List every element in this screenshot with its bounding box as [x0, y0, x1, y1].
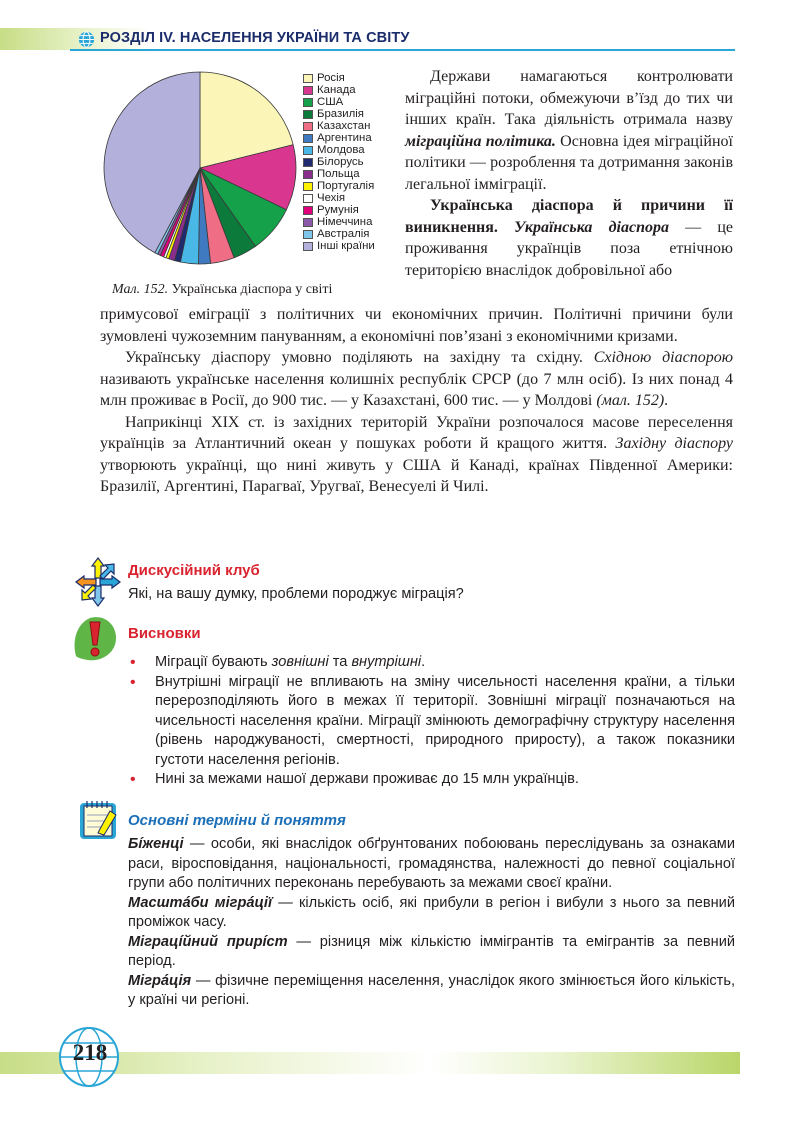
legend-label: Австралія [317, 228, 370, 240]
legend-label: Чехія [317, 192, 346, 204]
legend-item [303, 228, 375, 240]
section-title: РОЗДІЛ IV. НАСЕЛЕННЯ УКРАЇНИ ТА СВІТУ [100, 30, 410, 46]
legend-swatch [303, 74, 313, 83]
caption-text: Українська діаспора у світі [168, 282, 333, 297]
legend-label: Португалія [317, 180, 375, 192]
east-west-paragraph: Українську діаспору умовно поділяють на західну та східну. Східною діаспорою називають українське населення колишніх республік СРСР (до 7 млн осіб). Із них понад 4 млн проживає в Росії, до 900 тис. — у Казахстані, 600 тис. — у Молдові (мал. 152). [100, 349, 733, 409]
chart-legend [303, 72, 375, 252]
legend-label: Румунія [317, 204, 359, 216]
conclusions-title: Висновки [128, 625, 201, 642]
conclusions-list [130, 653, 735, 790]
discussion-title: Дискусійний клуб [128, 562, 260, 579]
legend-label: Казахстан [317, 120, 371, 132]
term-migration-scale: Масштáби мігрáції [128, 894, 273, 911]
page-number: 218 [72, 1040, 108, 1065]
legend-swatch [303, 98, 313, 107]
list-item: • Внутрішні міграції не впливають на зміну чисельності населення країни, а тільки перерозподіляють його в межах її території. Зовнішні міграції позначаються на чисельності населення країни. Міграції змінюють демографічну структуру населення (рівень народжуваності, смертності, природного приросту), а також показники густоти населення регіонів. [130, 673, 735, 771]
term-definition: Міграцíйний прирíст — різниця між кількістю іммігрантів та емігрантів за певний період. [128, 933, 735, 969]
legend-label: Канада [317, 84, 356, 96]
term-east-diaspora: Східною діаспорою [593, 349, 733, 366]
terms-list [128, 835, 735, 1011]
header-rule [70, 49, 735, 51]
legend-item [303, 72, 375, 84]
legend-item [303, 120, 375, 132]
figure-ref: (мал. 152) [596, 392, 665, 409]
legend-item [303, 180, 375, 192]
intro-paragraph: Держави намагаються контролювати міграційні потоки, обмежуючи в’їзд до тих чи інших країн. Така діяльність отримала назву міграційна політика. Основна ідея міграційної політики — розроблення та дотримання законів легальної імміграції. [405, 68, 734, 193]
term-definition: Бíженці — особи, які внаслідок обґрунтованих побоювань переслідувань за ознаками раси, віросповідання, національності, громадянства, належності до певної соціальної групи або політичних переконань перебувають за межами своєї країни. [128, 836, 735, 891]
diaspora-heading: Українська діаспора й причини її виникнення. [405, 197, 733, 236]
legend-label: США [317, 96, 344, 108]
legend-label: Німеччина [317, 216, 373, 228]
terms-title: Основні терміни й поняття [128, 812, 346, 829]
legend-swatch [303, 146, 313, 155]
legend-item [303, 192, 375, 204]
legend-swatch [303, 206, 313, 215]
legend-label: Молдова [317, 144, 365, 156]
legend-swatch [303, 170, 313, 179]
body-text [100, 304, 733, 498]
intro-column [405, 66, 733, 281]
term-definition: Масштáби мігрáції — кількість осіб, які прибули в регіон і вибули з нього за певний проміжок часу. [128, 894, 735, 930]
exclamation-icon [70, 612, 120, 664]
legend-item [303, 216, 375, 228]
legend-item [303, 96, 375, 108]
term-migration-policy: міграційна політика. [405, 132, 556, 150]
term-definition: Мігрáція — фізичне переміщення населення, унаслідок якого змінюється його кількість, у країні чи регіоні. [128, 972, 735, 1008]
west-paragraph: Наприкінці XIX ст. із західних територій України розпочалося масове переселення українців за Атлантичний океан у пошуках роботи й кращого життя. Західну діаспору утворюють українці, що нині живуть у США й Канаді, країнах Південної Америки: Бразилії, Аргентині, Парагваї, Уругваї, Венесуелі й Чилі. [100, 413, 733, 495]
globe-icon [78, 31, 95, 48]
legend-item [303, 168, 375, 180]
legend-item [303, 132, 375, 144]
discussion-question: Які, на вашу думку, проблеми породжує міграція? [128, 586, 464, 602]
caption-label: Мал. 152. [112, 282, 169, 297]
legend-swatch [303, 218, 313, 227]
diaspora-paragraph: Українська діаспора й причини її виникнення. Українська діаспора — це проживання українців поза етнічною територією внаслідок добровільної або [405, 197, 733, 279]
legend-swatch [303, 194, 313, 203]
pie-chart [100, 68, 300, 268]
arrows-icon [74, 556, 122, 608]
legend-label: Інші країни [317, 240, 375, 252]
legend-swatch [303, 242, 313, 251]
legend-label: Польща [317, 168, 360, 180]
legend-swatch [303, 158, 313, 167]
legend-label: Росія [317, 72, 345, 84]
legend-swatch [303, 230, 313, 239]
legend-item [303, 84, 375, 96]
diaspora-paragraph-cont: примусової еміграції з політичних чи економічних причин. Політичні причини були зумовлені чужоземним пануванням, а економічні пов’язані з економічними кризами. [100, 306, 733, 345]
legend-item [303, 240, 375, 252]
notebook-icon [76, 797, 122, 843]
legend-label: Бразилія [317, 108, 364, 120]
legend-swatch [303, 122, 313, 131]
legend-swatch [303, 110, 313, 119]
term-west-diaspora: Західну діаспору [615, 435, 733, 452]
term-diaspora: Українська діаспора [497, 218, 669, 236]
legend-swatch [303, 134, 313, 143]
term-migration-growth: Міграцíйний прирíст [128, 933, 288, 950]
legend-label: Білорусь [317, 156, 364, 168]
figure-caption [112, 282, 332, 298]
term-refugees: Бíженці [128, 836, 184, 852]
legend-label: Аргентина [317, 132, 372, 144]
legend-item [303, 156, 375, 168]
legend-item [303, 144, 375, 156]
legend-item [303, 204, 375, 216]
list-item: • Міграції бувають зовнішні та внутрішні. [130, 653, 735, 673]
list-item: • Нині за межами нашої держави проживає до 15 млн українців. [130, 770, 735, 790]
term-migration: Мігрáція [128, 972, 192, 989]
legend-swatch [303, 182, 313, 191]
legend-swatch [303, 86, 313, 95]
legend-item [303, 108, 375, 120]
